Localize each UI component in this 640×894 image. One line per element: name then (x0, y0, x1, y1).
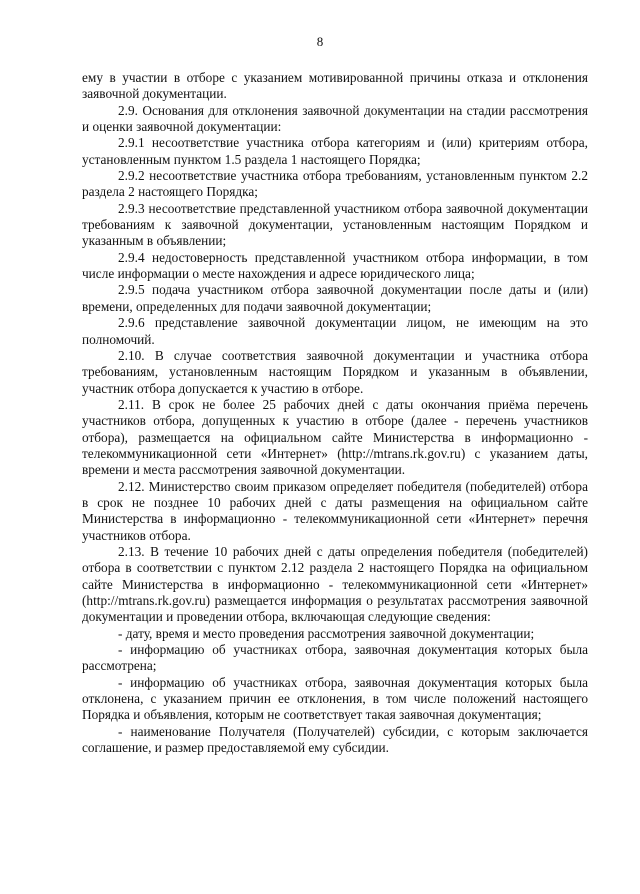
paragraph-2-9: 2.9. Основания для отклонения заявочной документации на стадии рассмотрения и оценки заявочной документации: (82, 102, 588, 135)
list-item-reviewed-participants: - информацию об участниках отбора, заявочная документация которых была рассмотрена; (82, 642, 588, 674)
list-item-rejected-participants: - информацию об участниках отбора, заявочная документация которых была отклонена, с указанием причин ее отклонения, в том числе положений настоящего Порядка и объявления, которым не соответствует такая заявочная документация; (82, 674, 588, 723)
paragraph-2-9-3: 2.9.3 несоответствие представленной участником отбора заявочной документации требованиям к заявочной документации, установленным настоящим Порядком и указанным в объявлении; (82, 200, 588, 249)
paragraph-2-9-2: 2.9.2 несоответствие участника отбора требованиям, установленным пунктом 2.2 раздела 2 настоящего Порядка; (82, 168, 588, 200)
list-item-recipient-name: - наименование Получателя (Получателей) субсидии, с которым заключается соглашение, и размер предоставляемой ему субсидии. (82, 723, 588, 756)
paragraph-2-9-4: 2.9.4 недостоверность представленной участником отбора информации, в том числе информации о месте нахождения и адресе юридического лица; (82, 249, 588, 282)
paragraph-2-11: 2.11. В срок не более 25 рабочих дней с даты окончания приёма перечень участников отбора, допущенных к участию в отборе (далее - перечень участников отбора), размещается на официальном сайте Министерства в информационно - телекоммуникационной сети «Интернет» (http://mtrans.rk.gov.ru) с указанием даты, времени и места рассмотрения заявочной документации. (82, 396, 588, 478)
paragraph-2-13: 2.13. В течение 10 рабочих дней с даты определения победителя (победителей) отбора в соответствии с пунктом 2.12 раздела 2 настоящего Порядка на официальном сайте Министерства в информационно - телекоммуникационной сети «Интернет» (http://mtrans.rk.gov.ru) размещается информация о результатах рассмотрения заявочной документации и проведении отбора, включающая следующие сведения: (82, 543, 588, 625)
paragraph-2-12: 2.12. Министерство своим приказом определяет победителя (победителей) отбора в срок не позднее 10 рабочих дней с даты размещения на официальном сайте Министерства в информационно - телекоммуникационной сети «Интернет» перечня участников отбора. (82, 478, 588, 543)
page-number: 8 (316, 34, 324, 49)
paragraph-2-9-6: 2.9.6 представление заявочной документации лицом, не имеющим на это полномочий. (82, 315, 588, 347)
paragraph-2-9-1: 2.9.1 несоответствие участника отбора категориям и (или) критериям отбора, установленным пунктом 1.5 раздела 1 настоящего Порядка; (82, 135, 588, 167)
paragraph-continuation: ему в участии в отборе с указанием мотивированной причины отказа и отклонения заявочной документации. (82, 70, 588, 102)
paragraph-2-10: 2.10. В случае соответствия заявочной документации и участника отбора требованиям, установленным настоящим Порядком и указанным в объявлении, участник отбора допускается к участию в отборе. (82, 347, 588, 396)
list-item-date-time-place: - дату, время и место проведения рассмотрения заявочной документации; (118, 625, 535, 641)
paragraph-2-9-5: 2.9.5 подача участником отбора заявочной документации после даты и (или) времени, определенных для подачи заявочной документации; (82, 282, 588, 314)
document-body (82, 70, 588, 756)
